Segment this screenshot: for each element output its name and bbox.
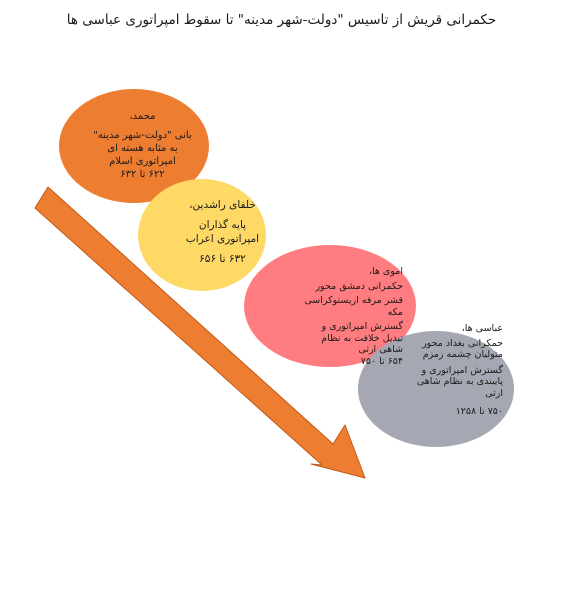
muhammad-label-line: بانی "دولت-شهر مدینه": [93, 130, 192, 141]
umayyad-label-line: حکمرانی دمشق محور: [315, 280, 403, 292]
abbasid-label: [375, 323, 503, 418]
umayyad-years: ۶۵۴ تا ۷۵۰: [360, 355, 403, 367]
diagram-title: حکمرانی قریش از تاسیس "دولت-شهر مدینه" تا سقوط امپراتوری عباسی ها: [66, 12, 497, 28]
abbasid-years: ۷۵۰ تا ۱۲۵۸: [455, 406, 503, 417]
umayyad-label-line: مکه: [387, 306, 403, 318]
muhammad-label-line: محمد،: [129, 111, 156, 122]
muhammad-label-line: امپراتوری اسلام: [109, 156, 176, 167]
abbasid-label-line: ارثی: [485, 387, 503, 399]
umayyad-label-line: قشر مرفه اریستوکراسی: [304, 295, 403, 306]
rashidun-label-line: خلفای راشدین،: [189, 199, 256, 211]
umayyad-label-line: گسترش امپراتوری و: [321, 321, 403, 332]
muhammad-label: [75, 110, 210, 181]
muhammad-years: ۶۲۲ تا ۶۳۲: [120, 169, 165, 180]
abbasid-label-line: حمکرانی بغداد محور: [422, 337, 503, 349]
umayyad-label-line: شاهی ارثی: [358, 344, 403, 355]
abbasid-label-line: گسترش امپراتوری و: [421, 364, 503, 376]
rashidun-years: ۶۳۲ تا ۶۵۶: [199, 253, 246, 265]
umayyad-label-line: اموی ها،: [368, 266, 403, 277]
rashidun-label-line: پایه گذاران: [198, 219, 247, 231]
abbasid-label-line: عباسی ها،: [461, 323, 503, 334]
muhammad-label-line: به مثابه هسته ای: [107, 143, 178, 154]
abbasid-label-line: پایبندی به نظام شاهی: [416, 376, 503, 387]
umayyad-label-line: تبدیل خلافت به نظام: [321, 332, 403, 344]
abbasid-label-line: متولیان چشمه زمزم: [422, 349, 503, 360]
rashidun-label-line: امپراتوری اعراب: [185, 233, 260, 245]
rashidun-label: [150, 198, 295, 266]
